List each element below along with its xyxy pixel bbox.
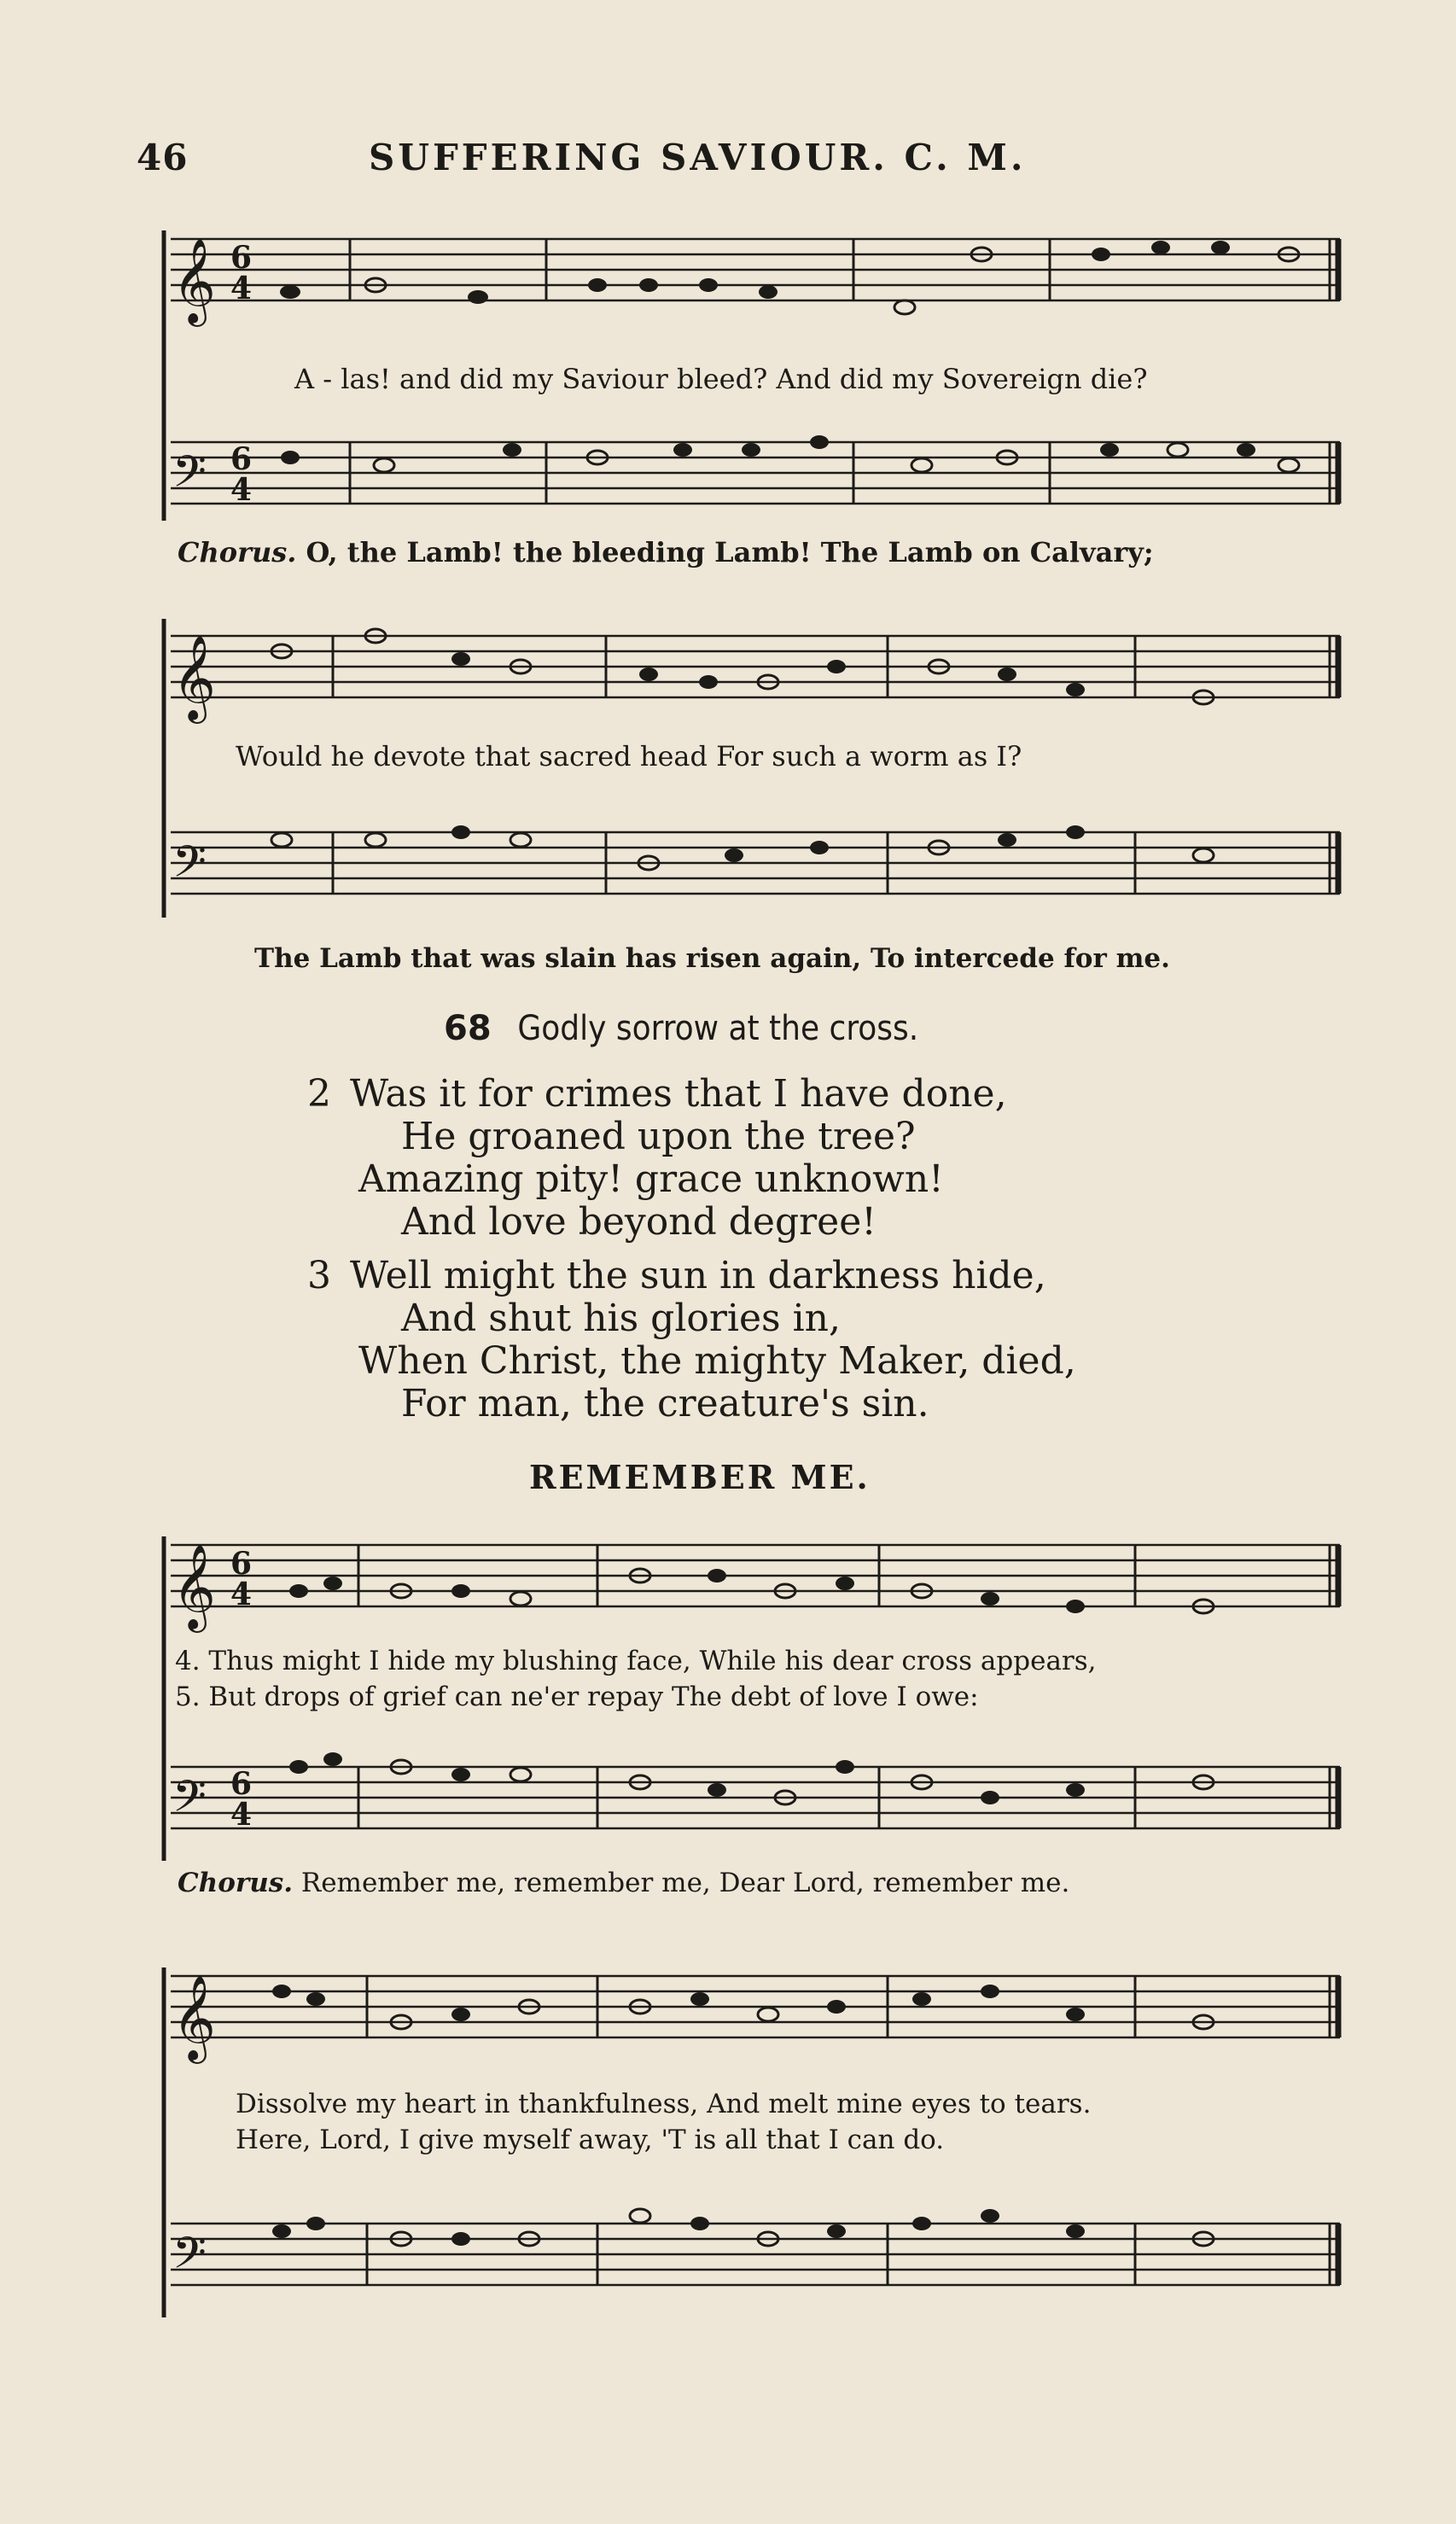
verse-4-lyrics: 4. Thus might I hide my blushing face, While his dear cross appears, <box>175 1646 1097 1676</box>
svg-text:4: 4 <box>230 271 253 306</box>
music-system-3 <box>154 1519 1348 1912</box>
music-staves-4 <box>154 1950 1348 2360</box>
chorus-label: Chorus. <box>178 1868 294 1898</box>
svg-text:6: 6 <box>230 240 253 276</box>
verse-line: For man, the creature's sin. <box>401 1382 929 1425</box>
chorus-label: Chorus. <box>178 536 297 568</box>
svg-text:𝄞: 𝄞 <box>172 635 216 720</box>
verse-line: Well might the sun in darkness hide, <box>350 1254 1046 1297</box>
tune-title: SUFFERING SAVIOUR. C. M. <box>369 137 1027 178</box>
bass-clef-icon: 𝄢 <box>172 446 207 508</box>
verse-number: 3 <box>307 1254 331 1297</box>
svg-text:4: 4 <box>230 472 253 508</box>
svg-text:6: 6 <box>230 1766 253 1802</box>
svg-text:𝄢: 𝄢 <box>172 1770 207 1833</box>
hymn-heading <box>444 1009 918 1048</box>
svg-text:𝄞: 𝄞 <box>172 1544 216 1629</box>
lyrics-line-1: A - las! and did my Saviour bleed? And did my Sovereign die? <box>294 363 1148 395</box>
verse-5-lyrics: 5. But drops of grief can ne'er repay The debt of love I owe: <box>175 1682 979 1712</box>
svg-text:4: 4 <box>230 1577 253 1612</box>
lyrics-line-2: Would he devote that sacred head For such a worm as I? <box>236 740 1022 772</box>
music-system-1 <box>154 213 1348 572</box>
verse-line: He groaned upon the tree? <box>401 1115 916 1158</box>
svg-text:6: 6 <box>230 1546 253 1582</box>
svg-text:6: 6 <box>230 441 253 477</box>
chorus-line-2 <box>178 1868 1069 1898</box>
verse-2 <box>307 1073 1007 1244</box>
music-system-2 <box>154 602 1348 977</box>
verse-line: Was it for crimes that I have done, <box>350 1072 1007 1116</box>
chorus-lyrics: Remember me, remember me, Dear Lord, remember me. <box>300 1868 1070 1898</box>
section-title: REMEMBER ME. <box>529 1458 871 1496</box>
hymn-number: 68 <box>444 1009 492 1048</box>
hymn-subtitle: Godly sorrow at the cross. <box>517 1009 919 1048</box>
verse-line: When Christ, the mighty Maker, died, <box>358 1339 1076 1383</box>
page-header <box>137 137 1331 188</box>
svg-text:𝄢: 𝄢 <box>172 836 207 898</box>
music-staves-2 <box>154 602 1348 977</box>
chorus-lyrics: O, the Lamb! the bleeding Lamb! The Lamb on Calvary; <box>306 536 1154 568</box>
page-number: 46 <box>137 137 189 178</box>
verse-line: And love beyond degree! <box>401 1200 877 1244</box>
verse-number: 2 <box>307 1072 331 1116</box>
chorus-line-1 <box>178 536 1154 568</box>
lyrics-line-3a: Dissolve my heart in thankfulness, And melt mine eyes to tears. <box>236 2089 1092 2119</box>
svg-text:4: 4 <box>230 1797 253 1833</box>
svg-text:𝄢: 𝄢 <box>172 2227 207 2289</box>
svg-text:𝄞: 𝄞 <box>172 1975 216 2061</box>
lyrics-line-3b: Here, Lord, I give myself away, 'T is all that I can do. <box>236 2125 945 2155</box>
verse-3 <box>307 1255 1076 1425</box>
bass-lyrics-line-2: The Lamb that was slain has risen again, To intercede for me. <box>254 943 1170 974</box>
verse-line: Amazing pity! grace unknown! <box>358 1157 944 1201</box>
treble-clef-icon: 𝄞 <box>172 238 216 324</box>
verse-line: And shut his glories in, <box>401 1297 842 1340</box>
music-system-4 <box>154 1950 1348 2377</box>
